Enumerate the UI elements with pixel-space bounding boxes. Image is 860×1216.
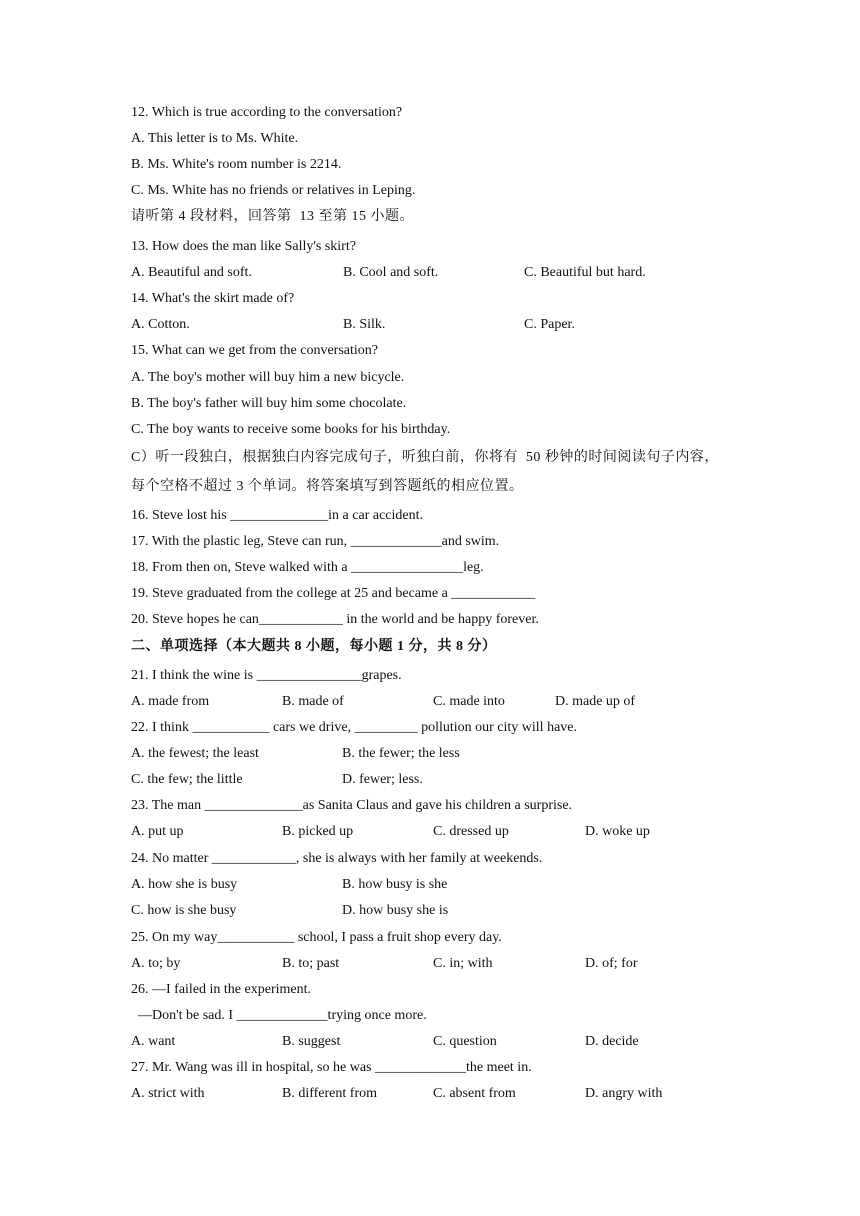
option-25a: A. to; by [131, 956, 181, 971]
question-27: 27. Mr. Wang was ill in hospital, so he was _____________the meet in. [131, 1060, 532, 1075]
question-25: 25. On my way___________ school, I pass a fruit shop every day. [131, 930, 502, 945]
option-25c: C. in; with [433, 956, 493, 971]
option-22c: C. the few; the little [131, 772, 243, 787]
option-23d: D. woke up [585, 824, 650, 839]
instruction-section-4: 请听第 4 段材料，回答第 13 至第 15 小题。 [131, 209, 414, 224]
option-27c: C. absent from [433, 1086, 516, 1101]
question-26: 26. —I failed in the experiment. [131, 982, 311, 997]
option-21c: C. made into [433, 694, 505, 709]
option-27a: A. strict with [131, 1086, 205, 1101]
option-26c: C. question [433, 1034, 497, 1049]
option-22d: D. fewer; less. [342, 772, 423, 787]
question-21: 21. I think the wine is _______________grapes. [131, 668, 402, 683]
option-25d: D. of; for [585, 956, 638, 971]
part-c-instruction-line-2: 每个空格不超过 3 个单词。将答案填写到答题纸的相应位置。 [131, 479, 524, 494]
option-15c: C. The boy wants to receive some books for his birthday. [131, 422, 451, 437]
option-21d: D. made up of [555, 694, 636, 709]
section-2-heading: 二、单项选择（本大题共 8 小题，每小题 1 分，共 8 分） [131, 639, 497, 654]
option-26d: D. decide [585, 1034, 639, 1049]
option-27d: D. angry with [585, 1086, 663, 1101]
question-23: 23. The man ______________as Sanita Claus and gave his children a surprise. [131, 798, 573, 813]
option-15b: B. The boy's father will buy him some chocolate. [131, 396, 407, 411]
option-26a: A. want [131, 1034, 176, 1049]
option-13b: B. Cool and soft. [343, 265, 439, 280]
option-23c: C. dressed up [433, 824, 509, 839]
option-26b: B. suggest [282, 1034, 341, 1049]
question-17: 17. With the plastic leg, Steve can run, _____________and swim. [131, 534, 500, 549]
option-21b: B. made of [282, 694, 344, 709]
question-24: 24. No matter ____________, she is always with her family at weekends. [131, 851, 543, 866]
question-13: 13. How does the man like Sally's skirt? [131, 239, 356, 254]
option-24b: B. how busy is she [342, 877, 448, 892]
question-14: 14. What's the skirt made of? [131, 291, 295, 306]
option-14a: A. Cotton. [131, 317, 190, 332]
option-23b: B. picked up [282, 824, 354, 839]
question-12: 12. Which is true according to the conversation? [131, 105, 403, 120]
option-14b: B. Silk. [343, 317, 386, 332]
question-16: 16. Steve lost his ______________in a car accident. [131, 508, 423, 523]
option-22b: B. the fewer; the less [342, 746, 460, 761]
option-24a: A. how she is busy [131, 877, 238, 892]
question-15: 15. What can we get from the conversation? [131, 343, 378, 358]
option-14c: C. Paper. [524, 317, 575, 332]
question-19: 19. Steve graduated from the college at 25 and became a ____________ [131, 586, 536, 601]
option-24c: C. how is she busy [131, 903, 237, 918]
question-20: 20. Steve hopes he can____________ in the world and be happy forever. [131, 612, 539, 627]
option-21a: A. made from [131, 694, 210, 709]
option-15a: A. The boy's mother will buy him a new bicycle. [131, 370, 405, 385]
option-12c: C. Ms. White has no friends or relatives in Leping. [131, 183, 416, 198]
option-25b: B. to; past [282, 956, 340, 971]
option-13a: A. Beautiful and soft. [131, 265, 252, 280]
question-26-reply: —Don't be sad. I _____________trying once more. [131, 1008, 427, 1023]
option-22a: A. the fewest; the least [131, 746, 259, 761]
option-12a: A. This letter is to Ms. White. [131, 131, 299, 146]
option-12b: B. Ms. White's room number is 2214. [131, 157, 342, 172]
question-22: 22. I think ___________ cars we drive, _________ pollution our city will have. [131, 720, 577, 735]
option-24d: D. how busy she is [342, 903, 449, 918]
option-13c: C. Beautiful but hard. [524, 265, 646, 280]
option-27b: B. different from [282, 1086, 377, 1101]
question-18: 18. From then on, Steve walked with a ________________leg. [131, 560, 484, 575]
option-23a: A. put up [131, 824, 184, 839]
part-c-instruction-line-1: C）听一段独白，根据独白内容完成句子，听独白前，你将有 50 秒钟的时间阅读句子内容， [131, 450, 719, 465]
